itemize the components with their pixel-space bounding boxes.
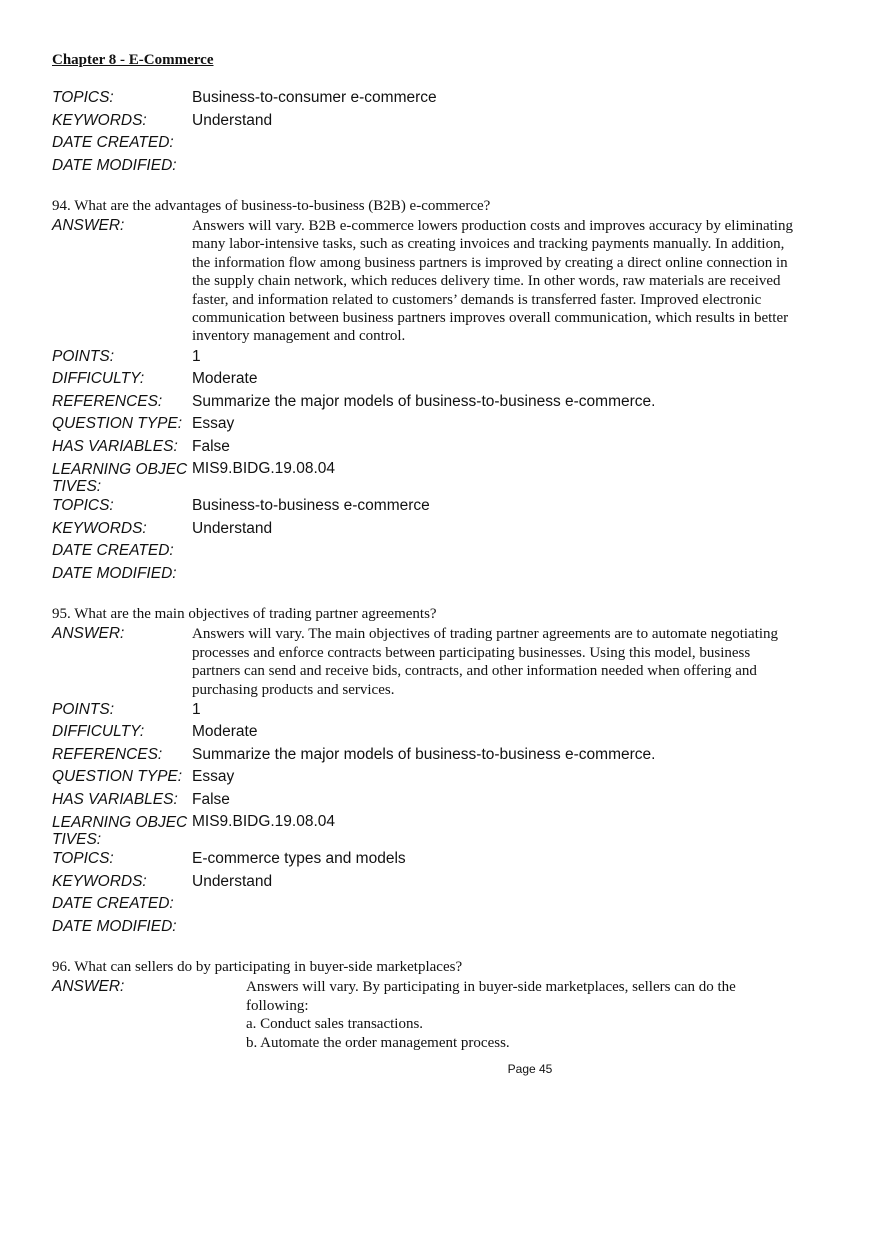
has-variables-row (52, 789, 832, 812)
question-type-value: Essay (192, 768, 235, 786)
topics-label: TOPICS: (52, 497, 114, 515)
keywords-value: Understand (192, 519, 273, 537)
answer-line: the information flow among business partners is improved by creating a direct online connection in (192, 254, 788, 271)
keywords-value: Understand (192, 872, 273, 890)
has-variables-value: False (192, 790, 230, 808)
topics-row (52, 87, 832, 110)
references-value: Summarize the major models of business-to-business e-commerce. (192, 745, 656, 763)
answer-line: Answers will vary. B2B e-commerce lowers production costs and improves accuracy by eliminating (192, 218, 793, 234)
topics-label: TOPICS: (52, 89, 114, 106)
has-variables-value: False (192, 437, 230, 455)
answer-label: ANSWER: (52, 217, 125, 234)
question-type-row (52, 413, 832, 436)
question-text: 95. What are the main objectives of trading partner agreements? (52, 606, 437, 623)
learning-objectives-label: LEARNING OBJEC TIVES: (52, 461, 188, 496)
answer-line: b. Automate the order management process. (246, 1034, 510, 1051)
topics-label: TOPICS: (52, 850, 114, 868)
answer-line: inventory management and control. (192, 328, 406, 345)
answer-line: following: (246, 997, 309, 1014)
difficulty-label: DIFFICULTY: (52, 370, 145, 388)
answer-line: purchasing products and services. (192, 681, 395, 698)
points-value: 1 (192, 347, 201, 365)
references-value: Summarize the major models of business-to-business e-commerce. (192, 392, 656, 410)
learning-objectives-label: LEARNING OBJEC TIVES: (52, 814, 188, 849)
date-modified-row (52, 155, 832, 178)
answer-line: partners can send and receive bids, contracts, and other information needed when offering and (192, 663, 757, 680)
difficulty-row (52, 368, 832, 391)
learning-objectives-row (52, 811, 832, 848)
topics-row (52, 495, 832, 518)
date-modified-label: DATE MODIFIED: (52, 564, 177, 582)
has-variables-label: HAS VARIABLES: (52, 437, 178, 455)
references-label: REFERENCES: (52, 745, 163, 763)
date-modified-row (52, 563, 832, 586)
answer-text (192, 215, 832, 346)
topics-row (52, 848, 832, 871)
references-row (52, 744, 832, 767)
difficulty-label: DIFFICULTY: (52, 723, 145, 741)
points-value: 1 (192, 700, 201, 718)
difficulty-row (52, 721, 832, 744)
topics-value: Business-to-business e-commerce (192, 497, 430, 515)
keywords-value: Understand (192, 111, 273, 129)
question-type-label: QUESTION TYPE: (52, 768, 183, 786)
date-created-label: DATE CREATED: (52, 895, 174, 913)
learning-objectives-row (52, 458, 832, 495)
answer-line: many labor-intensive tasks, such as creating invoices and tracking payments manually. In addition, (192, 236, 785, 253)
answer-line: faster, and information related to customers’ demands is transferred faster. Improved electronic (192, 291, 762, 308)
points-label: POINTS: (52, 347, 115, 365)
question-type-label: QUESTION TYPE: (52, 415, 183, 433)
points-row (52, 346, 832, 369)
keywords-label: KEYWORDS: (52, 519, 147, 537)
date-created-row (52, 540, 832, 563)
chapter-title: Chapter 8 - E-Commerce (52, 52, 214, 68)
references-label: REFERENCES: (52, 392, 163, 410)
answer-line: communication between business partners improves overall communication, which results in better (192, 310, 789, 327)
answer-line: processes and enforce contracts between participating businesses. Using this model, business (192, 644, 751, 661)
keywords-row (52, 518, 832, 541)
question-95 (52, 605, 832, 938)
has-variables-row (52, 436, 832, 459)
answer-text (192, 623, 832, 699)
keywords-label: KEYWORDS: (52, 111, 147, 129)
answer-line: Answers will vary. By participating in buyer-side marketplaces, sellers can do the (246, 979, 736, 996)
q93-meta (52, 87, 832, 177)
learning-objectives-value: MIS9.BIDG.19.08.04 (192, 460, 336, 478)
answer-label: ANSWER: (52, 978, 125, 996)
date-modified-label: DATE MODIFIED: (52, 156, 177, 174)
question-text: 96. What can sellers do by participating in buyer-side marketplaces? (52, 959, 463, 976)
learning-objectives-value: MIS9.BIDG.19.08.04 (192, 813, 336, 831)
points-label: POINTS: (52, 700, 115, 718)
difficulty-value: Moderate (192, 370, 258, 388)
has-variables-label: HAS VARIABLES: (52, 790, 178, 808)
keywords-row (52, 110, 832, 133)
points-row (52, 699, 832, 722)
date-created-label: DATE CREATED: (52, 134, 174, 151)
question-96 (52, 958, 832, 1052)
answer-text (192, 976, 806, 1052)
answer-label: ANSWER: (52, 625, 125, 643)
keywords-label: KEYWORDS: (52, 872, 147, 890)
answer-line: a. Conduct sales transactions. (246, 1016, 424, 1033)
question-94 (52, 197, 832, 585)
date-modified-row (52, 916, 832, 939)
page-number: Page 45 (507, 1062, 553, 1076)
references-row (52, 391, 832, 414)
question-text: 94. What are the advantages of business-to-business (B2B) e-commerce? (52, 198, 491, 214)
document-page (52, 52, 832, 1052)
topics-value: Business-to-consumer e-commerce (192, 89, 437, 106)
date-modified-label: DATE MODIFIED: (52, 917, 177, 935)
date-created-label: DATE CREATED: (52, 542, 174, 560)
date-created-row (52, 132, 832, 155)
date-created-row (52, 893, 832, 916)
difficulty-value: Moderate (192, 723, 258, 741)
answer-row (52, 623, 832, 699)
topics-value: E-commerce types and models (192, 850, 406, 868)
question-type-row (52, 766, 832, 789)
answer-row (52, 976, 832, 1052)
answer-line: Answers will vary. The main objectives of trading partner agreements are to automate negotiating (192, 626, 779, 643)
answer-line: the supply chain network, which reduces delivery time. In other words, raw materials are received (192, 273, 781, 290)
answer-row (52, 215, 832, 346)
keywords-row (52, 871, 832, 894)
question-type-value: Essay (192, 415, 235, 433)
